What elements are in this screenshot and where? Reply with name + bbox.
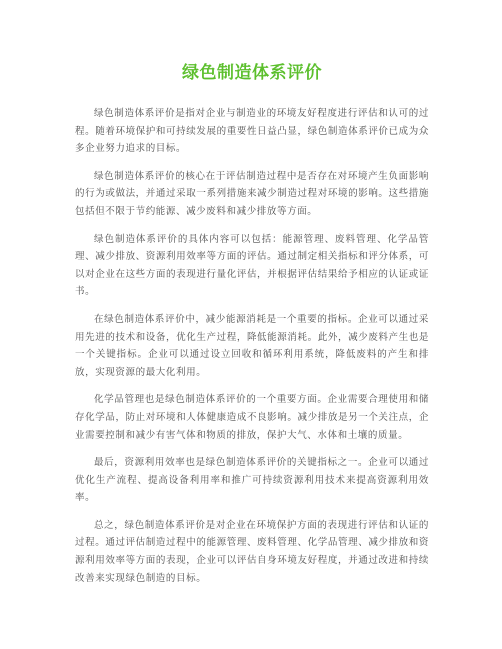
paragraph-chemicals: 化学品管理也是绿色制造体系评价的一个重要方面。企业需要合理使用和储存化学品，防止对环境和人体健康造成不良影响。减少排放是另一个关注点，企业需要控制和减少有害气体和物质的排放，保护大气、水体和土壤的质量。 [75, 394, 429, 441]
document-title: 绿色制造体系评价 [182, 63, 322, 83]
paragraph-core: 绿色制造体系评价的核心在于评估制造过程中是否存在对环境产生负面影响的行为或做法，并通过采取一系列措施来减少制造过程对环境的影响。这些措施包括但不限于节约能源、减少废料和减少排放等方面。 [75, 170, 429, 217]
paragraph-summary: 总之，绿色制造体系评价是对企业在环境保护方面的表现进行评估和认证的过程。通过评估制造过程中的能源管理、废料管理、化学品管理、减少排放和资源利用效率等方面的表现，企业可以评估自身环境友好程度，并通过改进和持续改善来实现绿色制造的目标。 [75, 519, 429, 584]
paragraph-energy: 在绿色制造体系评价中，减少能源消耗是一个重要的指标。企业可以通过采用先进的技术和设备，优化生产过程，降低能源消耗。此外，减少废料产生也是一个关键指标。企业可以通过设立回收和循环利用系统，降低废料的产生和排放，实现资源的最大化利用。 [75, 313, 429, 378]
paragraph-resources: 最后，资源利用效率也是绿色制造体系评价的关键指标之一。企业可以通过优化生产流程、提高设备利用率和推广可持续资源利用技术来提高资源利用效率。 [75, 457, 429, 504]
paragraph-intro: 绿色制造体系评价是指对企业与制造业的环境友好程度进行评估和认可的过程。随着环境保护和可持续发展的重要性日益凸显，绿色制造体系评价已成为众多企业努力追求的目标。 [75, 108, 429, 155]
paragraph-content: 绿色制造体系评价的具体内容可以包括：能源管理、废料管理、化学品管理、减少排放、资源利用效率等方面的评估。通过制定相关指标和评分体系，可以对企业在这些方面的表现进行量化评估，并根据评估结果给予相应的认证或证书。 [75, 233, 429, 298]
